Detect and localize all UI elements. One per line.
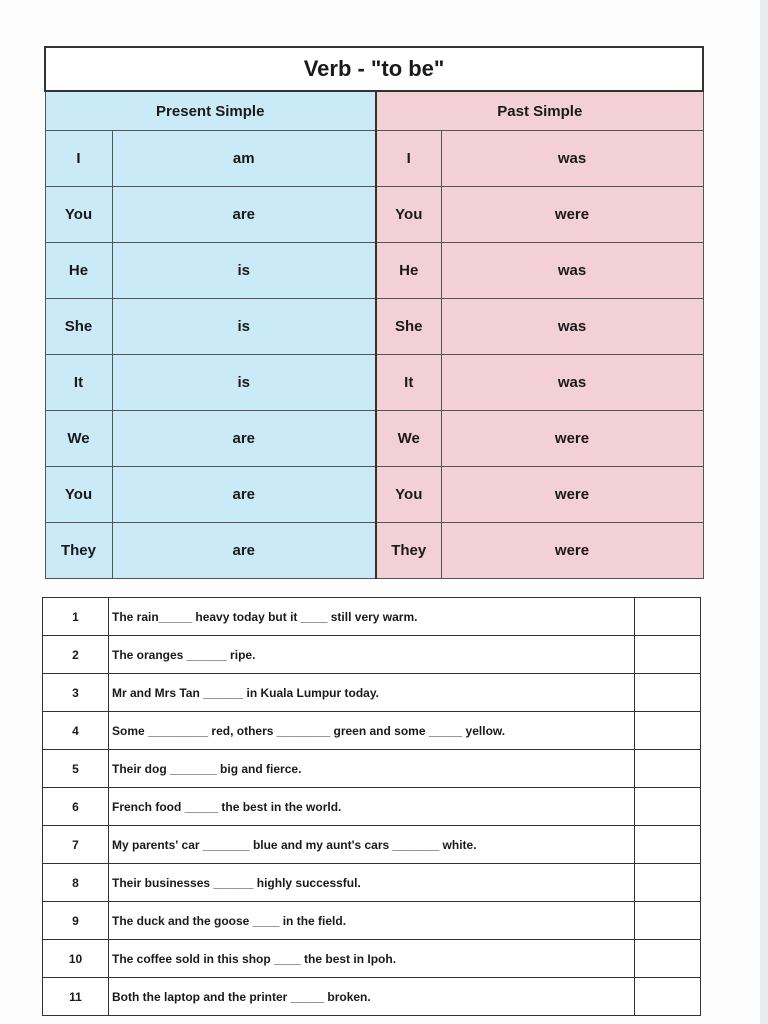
past-pronoun: He	[376, 243, 441, 299]
present-pronoun: He	[45, 243, 112, 299]
exercise-number: 3	[43, 674, 109, 712]
past-simple-header: Past Simple	[376, 91, 703, 131]
exercise-number: 1	[43, 598, 109, 636]
exercise-sentence: The oranges ______ ripe.	[109, 636, 635, 674]
exercise-sentence: French food _____ the best in the world.	[109, 788, 635, 826]
answer-box[interactable]	[635, 750, 701, 788]
exercise-row	[43, 978, 701, 1016]
present-pronoun: You	[45, 467, 112, 523]
past-verb: were	[441, 467, 703, 523]
conjugation-row	[45, 187, 703, 243]
exercise-sentence: Some _________ red, others ________ green and some _____ yellow.	[109, 712, 635, 750]
answer-box[interactable]	[635, 788, 701, 826]
past-verb: were	[441, 187, 703, 243]
exercise-row	[43, 902, 701, 940]
present-verb: is	[112, 355, 376, 411]
past-verb: was	[441, 243, 703, 299]
exercise-number: 5	[43, 750, 109, 788]
past-pronoun: I	[376, 131, 441, 187]
answer-box[interactable]	[635, 826, 701, 864]
conjugation-row	[45, 411, 703, 467]
answer-box[interactable]	[635, 978, 701, 1016]
exercise-sentence: Their businesses ______ highly successful.	[109, 864, 635, 902]
past-verb: was	[441, 299, 703, 355]
past-verb: were	[441, 523, 703, 579]
present-simple-header: Present Simple	[45, 91, 376, 131]
exercise-row	[43, 712, 701, 750]
exercise-number: 2	[43, 636, 109, 674]
past-pronoun: She	[376, 299, 441, 355]
exercise-row	[43, 598, 701, 636]
exercise-number: 8	[43, 864, 109, 902]
exercise-row	[43, 826, 701, 864]
answer-box[interactable]	[635, 674, 701, 712]
past-verb: were	[441, 411, 703, 467]
exercise-row	[43, 940, 701, 978]
exercise-sentence: Mr and Mrs Tan ______ in Kuala Lumpur today.	[109, 674, 635, 712]
exercise-sentence: The rain_____ heavy today but it ____ still very warm.	[109, 598, 635, 636]
present-verb: are	[112, 187, 376, 243]
exercise-sentence: The coffee sold in this shop ____ the best in Ipoh.	[109, 940, 635, 978]
conjugation-row	[45, 467, 703, 523]
page-edge	[760, 0, 768, 1024]
exercise-row	[43, 788, 701, 826]
past-pronoun: You	[376, 187, 441, 243]
past-pronoun: You	[376, 467, 441, 523]
exercise-sentence: The duck and the goose ____ in the field.	[109, 902, 635, 940]
past-pronoun: We	[376, 411, 441, 467]
exercise-number: 11	[43, 978, 109, 1016]
table-title: Verb - "to be"	[45, 47, 703, 91]
exercise-sentence: My parents' car _______ blue and my aunt's cars _______ white.	[109, 826, 635, 864]
present-verb: are	[112, 523, 376, 579]
exercise-table	[42, 597, 701, 1016]
answer-box[interactable]	[635, 902, 701, 940]
conjugation-row	[45, 131, 703, 187]
present-pronoun: I	[45, 131, 112, 187]
answer-box[interactable]	[635, 712, 701, 750]
past-verb: was	[441, 131, 703, 187]
conjugation-row	[45, 243, 703, 299]
conjugation-row	[45, 355, 703, 411]
present-pronoun: She	[45, 299, 112, 355]
past-pronoun: They	[376, 523, 441, 579]
conjugation-row	[45, 299, 703, 355]
present-verb: are	[112, 467, 376, 523]
exercise-row	[43, 636, 701, 674]
present-pronoun: You	[45, 187, 112, 243]
present-verb: am	[112, 131, 376, 187]
present-pronoun: We	[45, 411, 112, 467]
answer-box[interactable]	[635, 636, 701, 674]
present-verb: is	[112, 299, 376, 355]
exercise-number: 7	[43, 826, 109, 864]
present-pronoun: They	[45, 523, 112, 579]
exercise-number: 9	[43, 902, 109, 940]
present-verb: are	[112, 411, 376, 467]
exercise-row	[43, 864, 701, 902]
answer-box[interactable]	[635, 864, 701, 902]
exercise-row	[43, 750, 701, 788]
exercise-sentence: Their dog _______ big and fierce.	[109, 750, 635, 788]
present-pronoun: It	[45, 355, 112, 411]
exercise-number: 6	[43, 788, 109, 826]
present-verb: is	[112, 243, 376, 299]
verb-to-be-table	[44, 46, 704, 579]
conjugation-row	[45, 523, 703, 579]
exercise-row	[43, 674, 701, 712]
exercise-sentence: Both the laptop and the printer _____ broken.	[109, 978, 635, 1016]
exercise-number: 4	[43, 712, 109, 750]
past-verb: was	[441, 355, 703, 411]
exercise-number: 10	[43, 940, 109, 978]
answer-box[interactable]	[635, 598, 701, 636]
past-pronoun: It	[376, 355, 441, 411]
answer-box[interactable]	[635, 940, 701, 978]
